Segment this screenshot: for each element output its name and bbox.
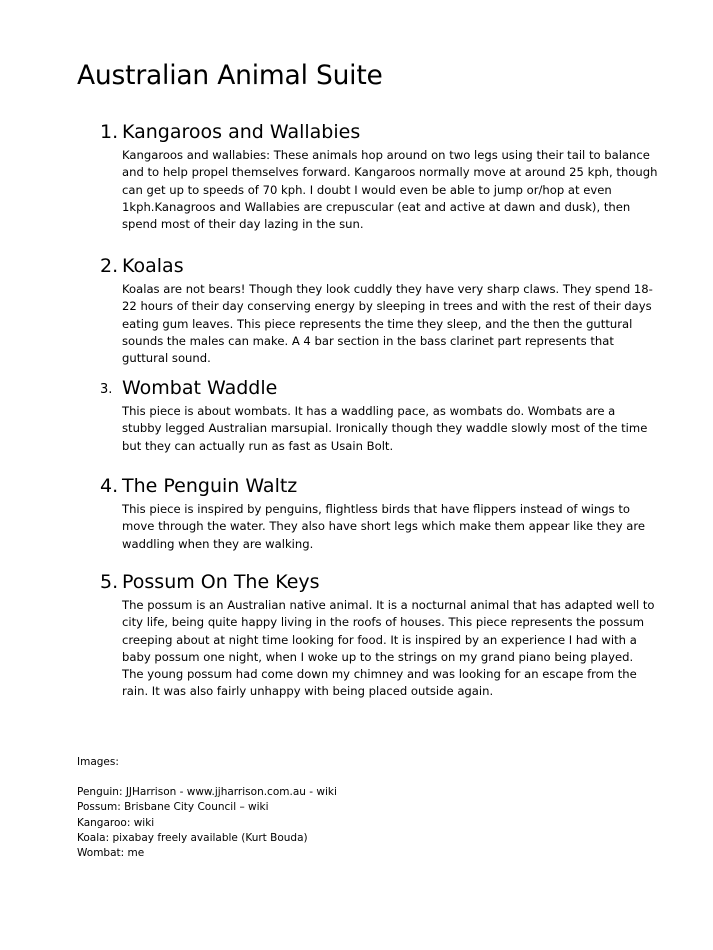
section-koalas xyxy=(100,253,660,367)
credits-label: Images: xyxy=(77,756,119,768)
section-kangaroos xyxy=(100,119,660,233)
section-title: Possum On The Keys xyxy=(122,571,320,593)
section-number: 4. xyxy=(100,475,119,497)
section-title: Koalas xyxy=(122,255,184,277)
section-heading xyxy=(100,375,660,401)
section-heading xyxy=(100,473,660,499)
image-credits xyxy=(77,755,477,861)
section-title: Kangaroos and Wallabies xyxy=(122,121,361,143)
section-body: This piece is inspired by penguins, flightless birds that have flippers instead of wings to move through the water. They also have short legs which make them appear like they are waddling when they are walking. xyxy=(122,502,646,551)
document-title: Australian Animal Suite xyxy=(77,60,383,91)
credit-line: Penguin: JJHarrison - www.jjharrison.com.au - wiki xyxy=(77,786,337,799)
section-penguin xyxy=(100,473,660,553)
section-number: 5. xyxy=(100,571,119,593)
section-heading xyxy=(100,119,660,145)
credit-line: Wombat: me xyxy=(77,847,145,860)
credit-line: Possum: Brisbane City Council – wiki xyxy=(77,801,269,814)
section-body: Kangaroos and wallabies: These animals hop around on two legs using their tail to balance and to help propel themselves forward. Kangaroos normally move at around 25 kph, though can get up to speeds of 70 kph. I doubt I would even be able to jump or/hop at even 1kph.Kanagroos and Wallabies are crepuscular (eat and active at dawn and dusk), then spend most of their day lazing in the sun. xyxy=(122,148,658,232)
section-heading xyxy=(100,253,660,279)
section-body: This piece is about wombats. It has a waddling pace, as wombats do. Wombats are a stubby legged Australian marsupial. Ironically though they waddle slowly most of the time but they can actually run as fast as Usain Bolt. xyxy=(122,404,648,453)
credit-line: Koala: pixabay freely available (Kurt Bouda) xyxy=(77,831,308,844)
section-wombat xyxy=(100,375,660,455)
credit-line: Kangaroo: wiki xyxy=(77,816,155,829)
section-possum xyxy=(100,569,660,701)
section-heading xyxy=(100,569,660,595)
section-body: The possum is an Australian native animal. It is a nocturnal animal that has adapted well to city life, being quite happy living in the roofs of houses. This piece represents the possum creeping about at night time looking for food. It is inspired by an experience I had with a baby possum one night, when I woke up to the strings on my grand piano being played. The young possum had come down my chimney and was looking for an escape from the rain. It was also fairly unhappy with being placed outside again. xyxy=(122,598,655,699)
section-body: Koalas are not bears! Though they look cuddly they have very sharp claws. They spend 18-22 hours of their day conserving energy by sleeping in trees and with the rest of their days eating gum leaves. This piece represents the time they sleep, and the then the guttural sounds the males can make. A 4 bar section in the bass clarinet part represents that guttural sound. xyxy=(122,282,653,366)
section-number: 3. xyxy=(100,382,113,397)
section-number: 2. xyxy=(100,255,119,277)
section-title: The Penguin Waltz xyxy=(122,475,298,497)
section-number: 1. xyxy=(100,121,119,143)
section-title: Wombat Waddle xyxy=(122,377,278,399)
